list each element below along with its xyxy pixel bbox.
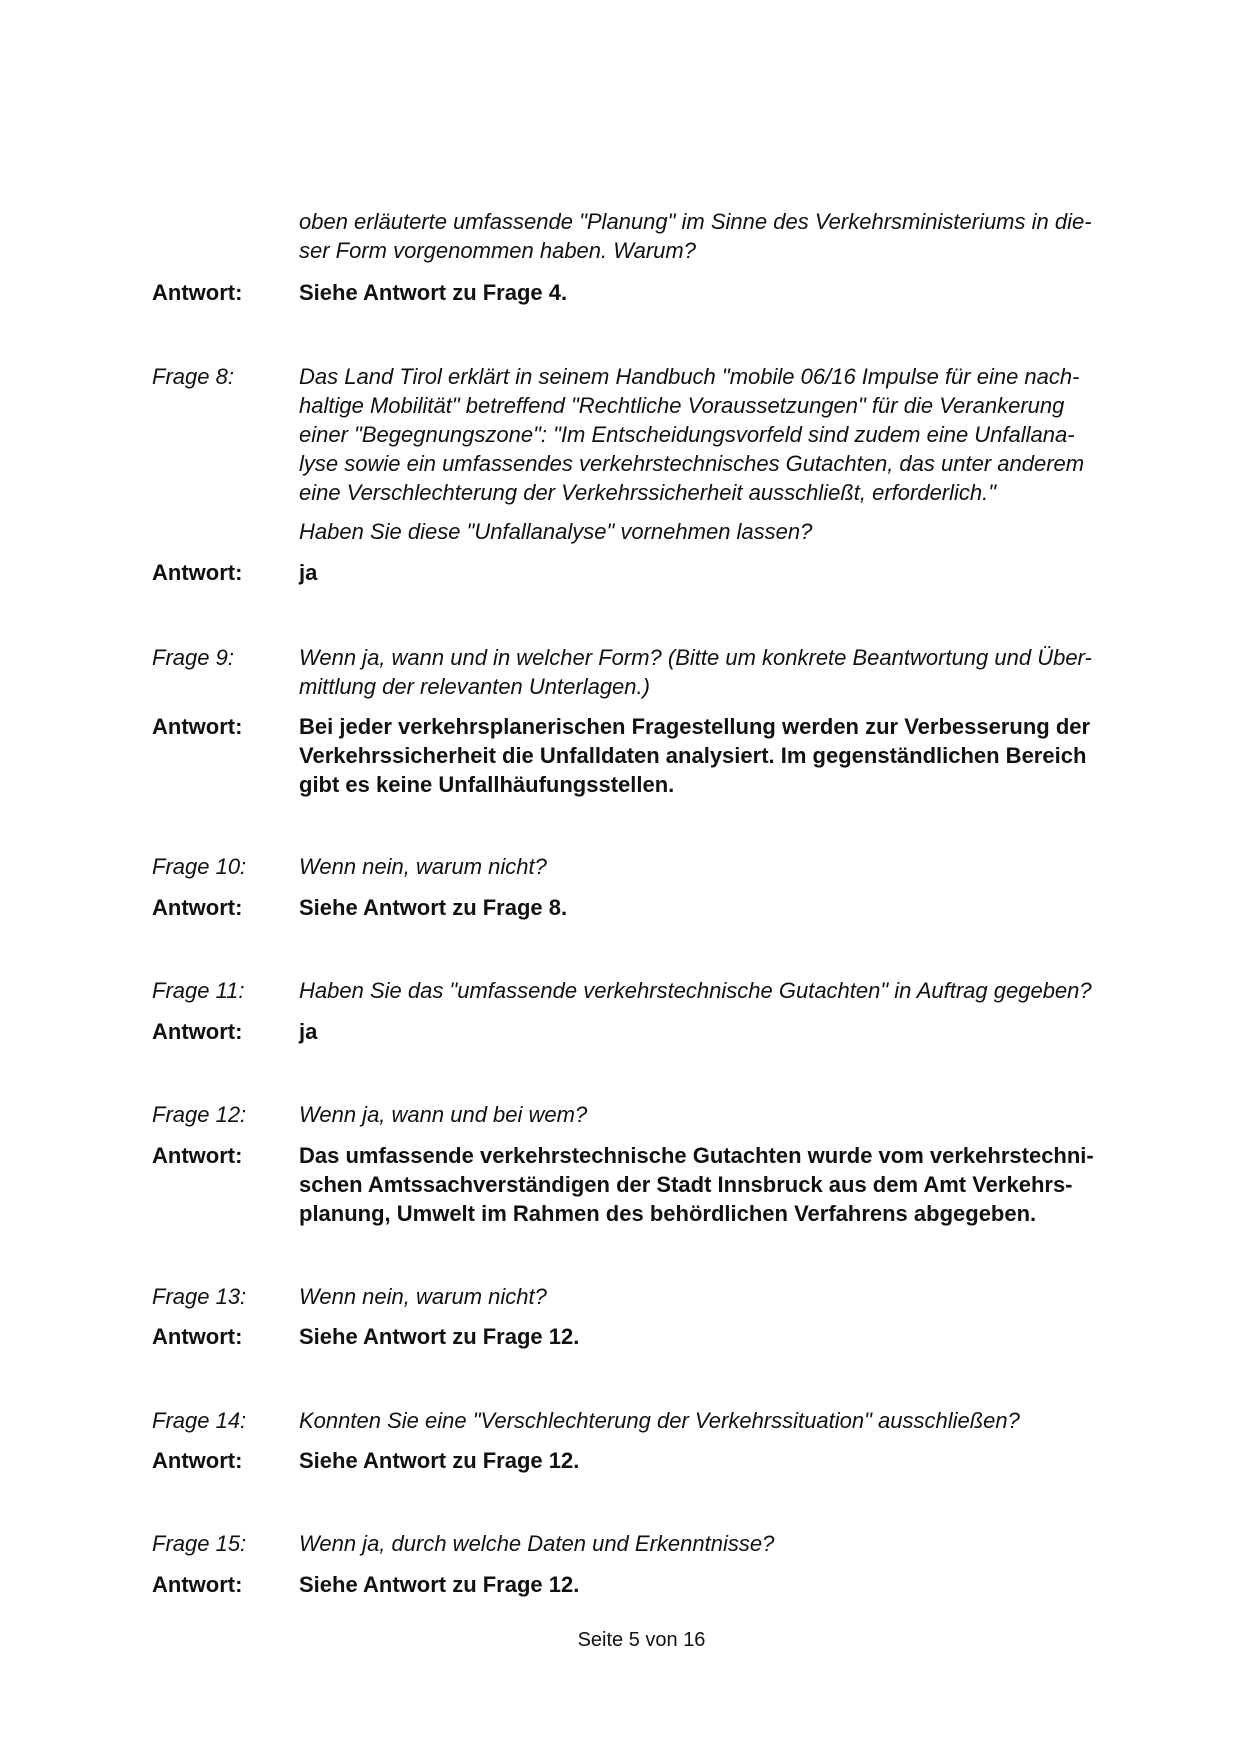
question-label: Frage 14: bbox=[152, 1408, 247, 1433]
question-followup: Haben Sie diese "Unfallanalyse" vornehmen lassen? bbox=[299, 519, 813, 544]
question-label: Frage 9: bbox=[152, 645, 234, 670]
question-row-15 bbox=[152, 1529, 1132, 1558]
answer-label: Antwort: bbox=[152, 895, 243, 920]
question-text bbox=[299, 362, 1132, 507]
answer-line: Bei jeder verkehrsplanerischen Fragestellung werden zur Verbesserung der bbox=[299, 714, 1091, 739]
question-line: oben erläuterte umfassende "Planung" im Sinne des Verkehrsministeriums in die- bbox=[299, 209, 1092, 234]
question-line: ser Form vorgenommen haben. Warum? bbox=[299, 238, 696, 263]
question-label: Frage 11: bbox=[152, 978, 245, 1003]
answer-row-15 bbox=[152, 1570, 1132, 1599]
answer-row-10 bbox=[152, 893, 1132, 922]
answer-row-14 bbox=[152, 1446, 1132, 1475]
question-line: mittlung der relevanten Unterlagen.) bbox=[299, 674, 650, 699]
answer-label: Antwort: bbox=[152, 1143, 243, 1168]
answer-label: Antwort: bbox=[152, 714, 243, 739]
question-line: einer "Begegnungszone": "Im Entscheidungsvorfeld sind zudem eine Unfallana- bbox=[299, 422, 1075, 447]
answer-label: Antwort: bbox=[152, 1572, 243, 1597]
question-label: Frage 12: bbox=[152, 1102, 247, 1127]
question-text: Wenn ja, wann und bei wem? bbox=[299, 1102, 588, 1127]
answer-label: Antwort: bbox=[152, 280, 243, 305]
answer-label: Antwort: bbox=[152, 1324, 243, 1349]
answer-label: Antwort: bbox=[152, 1019, 243, 1044]
answer-label: Antwort: bbox=[152, 1448, 243, 1473]
answer-line: schen Amtssachverständigen der Stadt Innsbruck aus dem Amt Verkehrs- bbox=[299, 1172, 1073, 1197]
question-row-10 bbox=[152, 852, 1132, 881]
question-label: Frage 15: bbox=[152, 1531, 247, 1556]
answer-row bbox=[152, 278, 1132, 307]
answer-line: Verkehrssicherheit die Unfalldaten analysiert. Im gegenständlichen Bereich bbox=[299, 743, 1087, 768]
question-row-9 bbox=[152, 643, 1132, 701]
question-label: Frage 13: bbox=[152, 1284, 247, 1309]
answer-row-8 bbox=[152, 558, 1132, 587]
answer-text: Siehe Antwort zu Frage 8. bbox=[299, 895, 568, 920]
answer-text: ja bbox=[299, 560, 318, 585]
question-line: Wenn ja, wann und in welcher Form? (Bitte um konkrete Beantwortung und Über- bbox=[299, 645, 1092, 670]
question-line: Das Land Tirol erklärt in seinem Handbuch "mobile 06/16 Impulse für eine nach- bbox=[299, 364, 1080, 389]
answer-text: Siehe Antwort zu Frage 12. bbox=[299, 1448, 580, 1473]
answer-row-11 bbox=[152, 1017, 1132, 1046]
answer-row-12 bbox=[152, 1141, 1132, 1228]
question-text: Wenn ja, durch welche Daten und Erkenntnisse? bbox=[299, 1531, 775, 1556]
answer-text bbox=[299, 712, 1132, 799]
question-row-12 bbox=[152, 1100, 1132, 1129]
question-label: Frage 10: bbox=[152, 854, 247, 879]
question-line: eine Verschlechterung der Verkehrssicherheit ausschließt, erforderlich." bbox=[299, 480, 997, 505]
answer-line: planung, Umwelt im Rahmen des behördlichen Verfahrens abgegeben. bbox=[299, 1201, 1037, 1226]
answer-line: Das umfassende verkehrstechnische Gutachten wurde vom verkehrstechni- bbox=[299, 1143, 1094, 1168]
question-followup-row bbox=[152, 517, 1132, 546]
answer-text: Siehe Antwort zu Frage 12. bbox=[299, 1324, 580, 1349]
answer-text: Siehe Antwort zu Frage 12. bbox=[299, 1572, 580, 1597]
question-row-8 bbox=[152, 362, 1132, 507]
answer-text: Siehe Antwort zu Frage 4. bbox=[299, 280, 568, 305]
page-number: Seite 5 von 16 bbox=[577, 1629, 706, 1651]
question-continuation bbox=[152, 207, 1132, 265]
question-text: Konnten Sie eine "Verschlechterung der Verkehrssituation" ausschließen? bbox=[299, 1408, 1020, 1433]
question-label: Frage 8: bbox=[152, 364, 234, 389]
question-row-14 bbox=[152, 1406, 1132, 1435]
answer-row-13 bbox=[152, 1322, 1132, 1351]
answer-line: gibt es keine Unfallhäufungsstellen. bbox=[299, 772, 675, 797]
question-line: lyse sowie ein umfassendes verkehrstechnisches Gutachten, das unter anderem bbox=[299, 451, 1085, 476]
question-text bbox=[299, 207, 1132, 265]
answer-label: Antwort: bbox=[152, 560, 243, 585]
question-row-13 bbox=[152, 1282, 1132, 1311]
question-text bbox=[299, 643, 1132, 701]
answer-row-9 bbox=[152, 712, 1132, 799]
answer-text: ja bbox=[299, 1019, 318, 1044]
question-line: haltige Mobilität" betreffend "Rechtliche Voraussetzungen" für die Verankerung bbox=[299, 393, 1065, 418]
question-row-11 bbox=[152, 976, 1132, 1005]
question-text: Wenn nein, warum nicht? bbox=[299, 854, 547, 879]
question-text: Wenn nein, warum nicht? bbox=[299, 1284, 547, 1309]
question-text: Haben Sie das "umfassende verkehrstechnische Gutachten" in Auftrag gegeben? bbox=[299, 978, 1092, 1003]
answer-text bbox=[299, 1141, 1132, 1228]
